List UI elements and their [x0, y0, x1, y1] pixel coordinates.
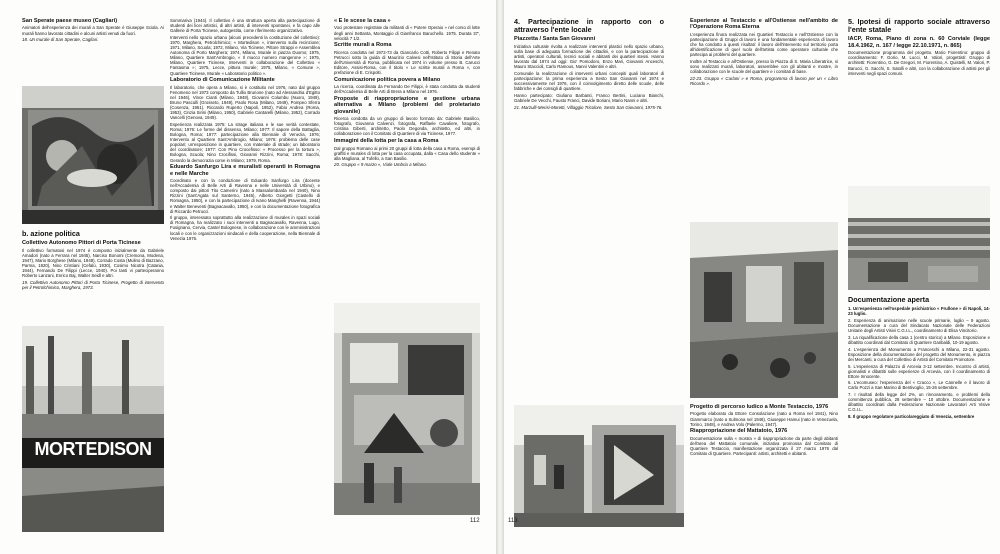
heading: Eduardo Sanfurgo Lira e muralisti operanti in Romagna e nelle Marche: [170, 164, 320, 177]
section-heading: 4. Partecipazione in rapporto con o attraverso l'ente locale: [514, 18, 664, 35]
right-column-2: [690, 18, 838, 218]
page-number: 113: [508, 518, 518, 524]
right-column-3: [848, 18, 990, 186]
heading: Riappropriazione del Mattatoio, 1976: [690, 428, 788, 435]
left-column-1-lower: [22, 230, 164, 330]
list-item: 6. L'ecomuseo: l'esperienza del « Cracco », Le Cannelle e il lavoro di Carlo Pozzi a San Marino di Bentivoglio, 15-26 settembre.: [848, 380, 990, 391]
paragraph: Il collettivo formatosi nel 1974 è composto inizialmente da Gabriele Amadori (nato a Ferrara nel 1945), Narciso Bonomi (Cremona, Modena, 1947), Mario Borghese (Milano, 1948), Corrado Costa (Mulino di Bazzano, Parma, 1920), Nino Cristiani (Cefalù, 1930), Cosimo Nicotra (Catania, 1944), Fernando De Filippi (Lecce, 1940). Poi tanti vi parteciperanno Roberto Lanzani, Enrico Baj, Walter Seidl e altri.: [22, 247, 164, 279]
paragraph: Il gruppo, interessato soprattutto alla realizzazione di murales in spazi sociali di Romagna, ha realizzato i suoi interventi a Bagnacavallo, Ravenna, Lugo, Fusignano, Cervia, Castel Bolognese, in collaborazione con le amministrazioni locali e con le organizzazioni sindacali e della cooperazione, nella Biennale di Venezia 1976.: [170, 215, 320, 241]
paragraph: Documentazione programma del progetto. Mario Fiorentino: gruppo di coordinamento: F. Gorio, M. Lucci, M. Valori, progettisti: Gruppo di architetti: Fiorentino, G. De Gregori, M. Fiorentino, A. Quistelli, M. Valori, P. Barucci, G. Sacchi, S. Satolli e altri, con la collaborazione di artisti per gli interventi negli spazi comuni.: [848, 50, 990, 76]
heading: Progetto di percorso ludico a Monte Testaccio, 1976: [690, 404, 829, 410]
left-page: [0, 0, 496, 554]
photo-testaccio: [690, 222, 838, 398]
paragraph: Inoltre al Testaccio e all'Ostiense, presso la Piazza di S. Maria Liberatrice, si sono realizzati murali, laboratori, assemblee con gli abitanti e mostre, in collaborazione con le scuole del quartiere e i comitati di base.: [690, 58, 838, 75]
caption: 18. Un murale di San Sperate, Cagliari.: [22, 37, 99, 43]
heading: Scritte murali a Roma: [334, 42, 392, 49]
paragraph: Esperienza realizzata 1975: La strage italiana e le sue verità contestate, Roma; 1976: Le forme del dissenso, Milano; 1977: Il sapore della Battaglia, Bologna, Roma; 1977: partecipazione alla Biennale di Venezia, 1976; Intervento al Quartiere Sant'Ambrogio, Milano; 1976: problema delle case popolari; un'esposizione in quartiere, con materiale di strade; un laboratorio del coordinatore; 1977: Con Pino Crocefisso: « Processo per la tortura », Bologna, Scuola; Nino Crocifissi, Giovanni Rizzini, Roma; 1978: Sacchi, Gerardo la democrazia come in Milano; 1979, Roma.: [170, 121, 320, 163]
heading: Proposte di riappropriazione e gestione urbana alternativa a Milano (problemi del proletariato giovanile): [334, 95, 480, 115]
heading: IACP, Roma, Piano di zona n. 60 Corviale (legge 18.4.1962, n. 167 / legge 22.10.1971, n. 865): [848, 36, 990, 49]
list-item: 3. La riqualificazione della casa 1 (centro storico) a Milano. Esposizione e dibattito coordinati dal Comitato di Quartiere Garibaldi, 10-19 agosto.: [848, 334, 990, 345]
mural-lettering: MORTEDISON: [34, 439, 152, 459]
list-item: 2. Esperienza di animazione nelle scuole primarie, luglio – 9 agosto. Documentazione a cura del Sindacato Nazionale delle Federazioni Unitarie degli Artisti Visivi C.G.I.L., coordinamento di Elisa Vincitorio.: [848, 317, 990, 334]
paragraph: Hanno partecipato: Giuliano Barbanti, Franco Bertini, Luciano Bianchi, Gabriele De Vecchi, Fausto Franci, Davide Boriani, Mario Nanni e altri.: [514, 92, 664, 103]
paragraph: Il laboratorio, che opera a Milano, si è costituito nel 1976, nato dal gruppo Fenomeno nel 1973 composto da Tullio Brunone (nato ad Alessandria d'Egitto nel 1946), Vince Cianti (Milano, 1948), Giovanni Columbu (Nuoro, 1949), Bruno Pasculli (Grosseto, 1949), Paolo Rosa (Milano, 1949), Pompeo Sferra (Cosenza, 1951). Riccardo Ruperto (Napoli, 1952), Fabio Andrea (Roma, 1953), Cinzia Sirini (Milano, 1950), Gabriele Cantarelli (Milano, 1952), Corrado Vancelli (Genova, 1949).: [170, 84, 320, 121]
paragraph: Interventi nello spazio urbano (alcuni precedenti la costituzione del collettivo): 1970, Marghera, Petrolchimico; « Mortedison », intervento sulla recinzione; 1971, Milano, Scuola; 1972, Milano, Via Ticinese, Pittore Strappi e Assemblea Autonoma di Porto Marghera; 1974, Milano, Murale in piazza Duomo; 1975, Milano, Quartiere Sant'Ambrogio, « Il mucco numero mangerone »; 1975, Milano, Quartiere Ticinese, Interventi in collaborazione del Collettivo « Fantasma »; 1975, Lecce, pittura murale; 1975, Milano, « Comune », Quartiere Ticinese, Murale « Laboratorio politico ».: [170, 34, 320, 76]
section-heading: Documentazione aperta: [848, 296, 930, 304]
page-number: 112: [470, 518, 480, 524]
left-column-2: [170, 18, 320, 532]
photo-corviale: [848, 186, 990, 290]
section-heading: 5. Ipotesi di rapporto sociale attraverso l'ente statale: [848, 18, 990, 35]
list-item: 8. Il gruppo regolatore particolareggiato di Venezia, settembre: [848, 414, 975, 420]
right-column-1: [514, 18, 664, 406]
heading: Piazzetta / Santa San Giovanni: [514, 36, 596, 43]
paragraph: Coordinato e con la conduzione di Eduardo Sanfurgo Lira (docente nell'Accademia di Belle Arti di Ravenna e nelle Università di Urbino), e composto dai pittori Tito Camerini (nato a Massalombarda nel 1940), Nino Rizzini (Sant'Agata sul Santerno, 1946), Alberto Giorgetti (Castello di Romagna, 1950), e con la partecipazione di Ivano Manghelli (Ravenna, 1944) e Walter Beneventi (Bagnacavallo, 1950), e con la documentazione fotografica di Riccardo Petrucci.: [170, 178, 320, 214]
heading: Immagini della lotta per la casa a Roma: [334, 138, 439, 145]
paragraph: Sommariva (1944). Il collettivo è una struttura aperta alla partecipazione di studenti dei licei artistici, di altri artisti, di interventi spontanei, e fa capo alle Gallerie di Porta Ticinese, autogestita, come riferimento organizzativo.: [170, 18, 320, 34]
heading: « E le scese la casa »: [334, 18, 391, 24]
photo-mortedison-mural: [22, 326, 164, 532]
caption: 20. Gruppo « 9 marzo », Viale Umbria a Milano.: [334, 162, 427, 168]
right-column-2-lower: [690, 404, 838, 532]
book-gutter: [496, 0, 504, 554]
photo-mural-san-sperate: [22, 86, 164, 224]
paragraph: Comunale la realizzazione di interventi urbani concepiti quali laboratori di partecipazione: la prima esperienza a Sesto San Giovanni nel 1974 e successivamente nel 1976, con il coinvolgimento diretto delle scuole, delle fabbriche e dei consigli di quartiere.: [514, 70, 664, 92]
heading: Collettivo Autonomo Pittori di Porta Ticinese: [22, 240, 141, 247]
paragraph: La ricerca, coordinata da Fernando De Filippi, è stata condotta da studenti dell'Accademia di Belle Arti di Brera a Milano nel 1976.: [334, 84, 480, 95]
right-page: [504, 0, 1000, 554]
list-item: 1. Un'esperienza nell'ospedale psichiatrico « Frullone » di Napoli, 14-23 luglio.: [848, 306, 990, 317]
paragraph: Documentazione sulla « mostra » di riappropriazione da parte degli abitanti dell'area del Mattatoio comunale, iniziativa promossa dal Comitato di Quartiere Testaccio, manifestazione organizzata il 27 marzo 1976 dal Comitato di Quartiere. Partecipanti: artisti, architetti e abitanti.: [690, 435, 838, 456]
right-column-3-lower: [848, 296, 990, 532]
list-item: 7. I risultati della legge del 2%, un rinnovamento, e problemi della committenza pubblica, 28 settembre – 10 ottobre. Documentazione e dibattito coordinati dalla Federazione Nazionale Lavoratori Arti Visive C.G.I.L.: [848, 392, 990, 413]
heading: Comunicazione politica povera a Milano: [334, 76, 441, 83]
left-column-3: [334, 18, 480, 302]
heading: San Sperate paese museo (Cagliari): [22, 18, 118, 24]
caption: 21. Marzulli-Merisi-Moretti, Villaggio Tricolore, Sesto San Giovanni, 1975-76.: [514, 104, 663, 110]
list-item: 5. L'esperienza di Palazzo di Arcevia 3-12 settembre. Incontro di artisti, giornalisti e dibattiti sulle esperienze di Arcevia, con il coordinamento di Ettore Innocente.: [848, 363, 990, 379]
caption: 22-23. Gruppo « Carlani » e Roma, programma di lavoro per un « Libro Ricordo ».: [690, 75, 838, 86]
photo-sesto-san-giovanni: [514, 405, 684, 527]
paragraph: Progetto elaborato da Ettore Consolazione (nato a Roma nel 1941), Nino Giammarco (nato a Sulmona nel 1948), Giuseppe Hamui (nato in Venezuela, Torino, 1948), e Andrea Volo (Palermo, 1947).: [690, 411, 838, 427]
paragraph: Ricerca condotta nel 1972-73 da Giancarlo Cotti, Roberto Filippi e Renato Petrucci sotto la guida di Maurizio Calvesi nell'Istituto di Storia dell'Arte dell'Università di Roma, pubblicata nel 1974 in volume presso B. Carucci Editore, Assisi-Roma, con il titolo « Le scritte murali a Roma », con prefazione di E. Crispolti.: [334, 49, 480, 76]
heading: Laboratorio di Comunicazione Militante: [170, 77, 275, 84]
section-heading: b. azione politica: [22, 230, 80, 238]
paragraph: Dal gruppo Romano ai primi 20 gruppi di lotta della casa a Roma, esempi di graffiti e murales di lotta per la casa occupata, dalla « Casa dello studente » alla Magliana, al Tufello, a San Basilio.: [334, 145, 480, 161]
paragraph: Ricerca condotta da un gruppo di lavoro formato da: Gabriele Basilico, fotografo, Giovanna Calvenzi, fotografa, Raffaele Cavaliere, fotografo, Cristina Giberti, architetto, Paolo Degonda, architetto, ed altri, in collaborazione con il Comitato di Quartiere di via Ticinese, 1977.: [334, 116, 480, 137]
paragraph: L'esperienza finora realizzata nei Quartieri Testaccio e nell'Ostiense con la partecipazione di Gruppi di lavoro è una fondamentale esperienza di lavoro che ha condotto a questi risultati: il lavoro dell'intervento sul territorio porta all'identificazione di quel ruolo dell'artista come operatore culturale che partecipa ai problemi del quartiere.: [690, 31, 838, 58]
list-item: 4. L'esperienza del Monumento a Franceschi a Milano, 22-31 agosto. Esposizione della documentazione del progetto del Monumento, in piazza dei Mercanti, a cura del Collettivo di Artisti del Comitato Promotore.: [848, 346, 990, 362]
heading: Esperienze al Testaccio e all'Ostiense nell'ambito de l'Operazione Roma Eterna: [690, 18, 838, 31]
paragraph: Iniziativa culturale rivolta a realizzare interventi plastici nello spazio urbano, sulla base di adeguata formazione dei cittadini, e con la partecipazione di artisti, operatori culturali, tecnici sociali e abitanti dei quartieri stessi. Hanno lavorato dal 1974 ad oggi: Gio' Pomodoro, Enzo Mari, Giovanni Anceschi, Mauro Staccioli, Carlo Ramous, Nanni Valentini e altri.: [514, 43, 664, 70]
paragraph: Voci protestare registrate da militanti di « Potere Operaio » nel corso di lotte degli anni Settanta, Montaggio di Gianfranco Baruchello. 1975. Durata 37', velocità 7 1/2.: [334, 25, 480, 41]
photo-viale-umbria-mural: [334, 303, 480, 515]
caption: 19. Collettivo Autonomo Pittori di Porta Ticinese, Progetto di intervento per il Petrolchimico, Marghera, 1973.: [22, 279, 164, 290]
paragraph: Animatori dell'esperienza dei murali a San Sperate è Giuseppe Sciola. Ai murali hanno lavorato cittadini e alcuni artisti venuti da fuori.: [22, 25, 164, 36]
